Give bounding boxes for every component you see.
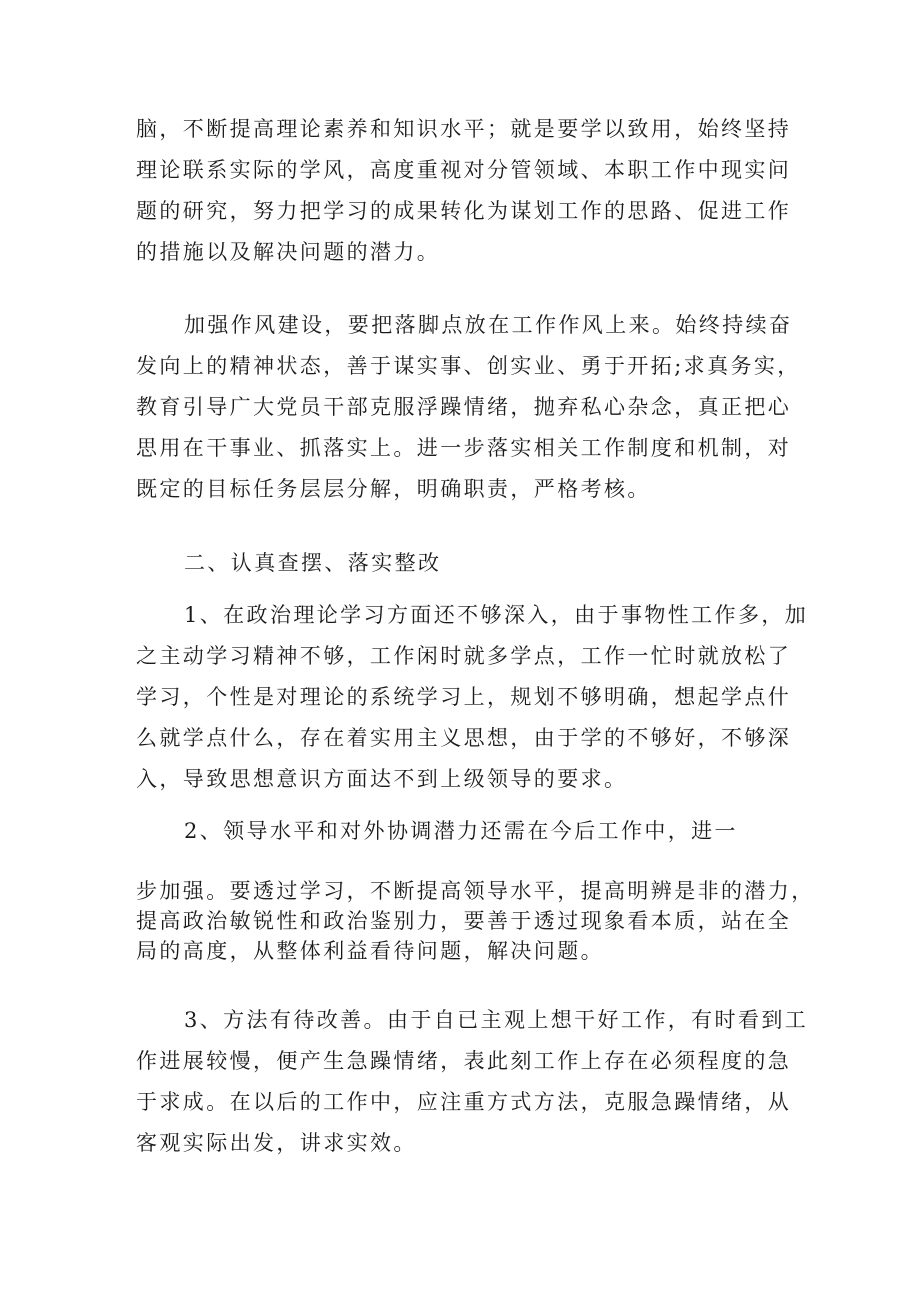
paragraph-line: 脑，不断提高理论素养和知识水平；就是要学以致用，始终坚持 xyxy=(136,117,792,141)
paragraph-2 xyxy=(136,305,801,510)
paragraph-line: 2、领导水平和对外协调潜力还需在今后工作中，进一 xyxy=(184,819,738,843)
paragraph-4-lead xyxy=(136,811,788,852)
paragraph-line: 理论联系实际的学风，高度重视对分管领域、本职工作中现实问 xyxy=(136,158,792,182)
paragraph-line: 发向上的精神状态，善于谋实事、创实业、勇于开拓;求真务实， xyxy=(136,354,801,378)
paragraph-line: 教育引导广大党员干部克服浮躁情绪，抛弃私心杂念，真正把心 xyxy=(136,395,792,419)
paragraph-line: 之主动学习精神不够，工作闲时就多学点，工作一忙时就放松了 xyxy=(136,644,792,668)
section-heading xyxy=(136,543,788,584)
paragraph-line: 题的研究，努力把学习的成果转化为谋划工作的思路、促进工作 xyxy=(136,199,792,223)
paragraph-3 xyxy=(136,595,809,800)
paragraph-line: 3、方法有待改善。由于自已主观上想干好工作，有时看到工 xyxy=(184,1008,809,1032)
paragraph-line: 于求成。在以后的工作中，应注重方式方法，克服急躁情绪，从 xyxy=(136,1090,792,1114)
paragraph-4 xyxy=(136,876,815,966)
paragraph-line: 局的高度，从整体利益看待问题，解决问题。 xyxy=(136,939,604,963)
paragraph-5 xyxy=(136,1000,809,1164)
paragraph-line: 步加强。要透过学习，不断提高领导水平，提高明辨是非的潜力， xyxy=(136,879,815,903)
paragraph-line: 入，导致思想意识方面达不到上级领导的要求。 xyxy=(136,767,628,791)
paragraph-line: 的措施以及解决问题的潜力。 xyxy=(136,240,441,264)
paragraph-line: 1、在政治理论学习方面还不够深入，由于事物性工作多，加 xyxy=(184,603,809,627)
paragraph-line: 加强作风建设，要把落脚点放在工作作风上来。始终持续奋 xyxy=(184,313,793,337)
paragraph-line: 学习，个性是对理论的系统学习上，规划不够明确，想起学点什 xyxy=(136,685,792,709)
paragraph-1 xyxy=(136,109,792,273)
paragraph-line: 客观实际出发，讲求实效。 xyxy=(136,1131,417,1155)
section-heading-text: 二、认真查摆、落实整改 xyxy=(184,551,442,575)
paragraph-line: 既定的目标任务层层分解，明确职责，严格考核。 xyxy=(136,477,651,501)
paragraph-line: 作进展较慢，便产生急躁情绪，表此刻工作上存在必须程度的急 xyxy=(136,1049,792,1073)
paragraph-line: 么就学点什么，存在着实用主义思想，由于学的不够好，不够深 xyxy=(136,726,792,750)
paragraph-line: 提高政治敏锐性和政治鉴别力，要善于透过现象看本质，站在全 xyxy=(136,909,792,933)
paragraph-line: 思用在干事业、抓落实上。进一步落实相关工作制度和机制，对 xyxy=(136,436,792,460)
